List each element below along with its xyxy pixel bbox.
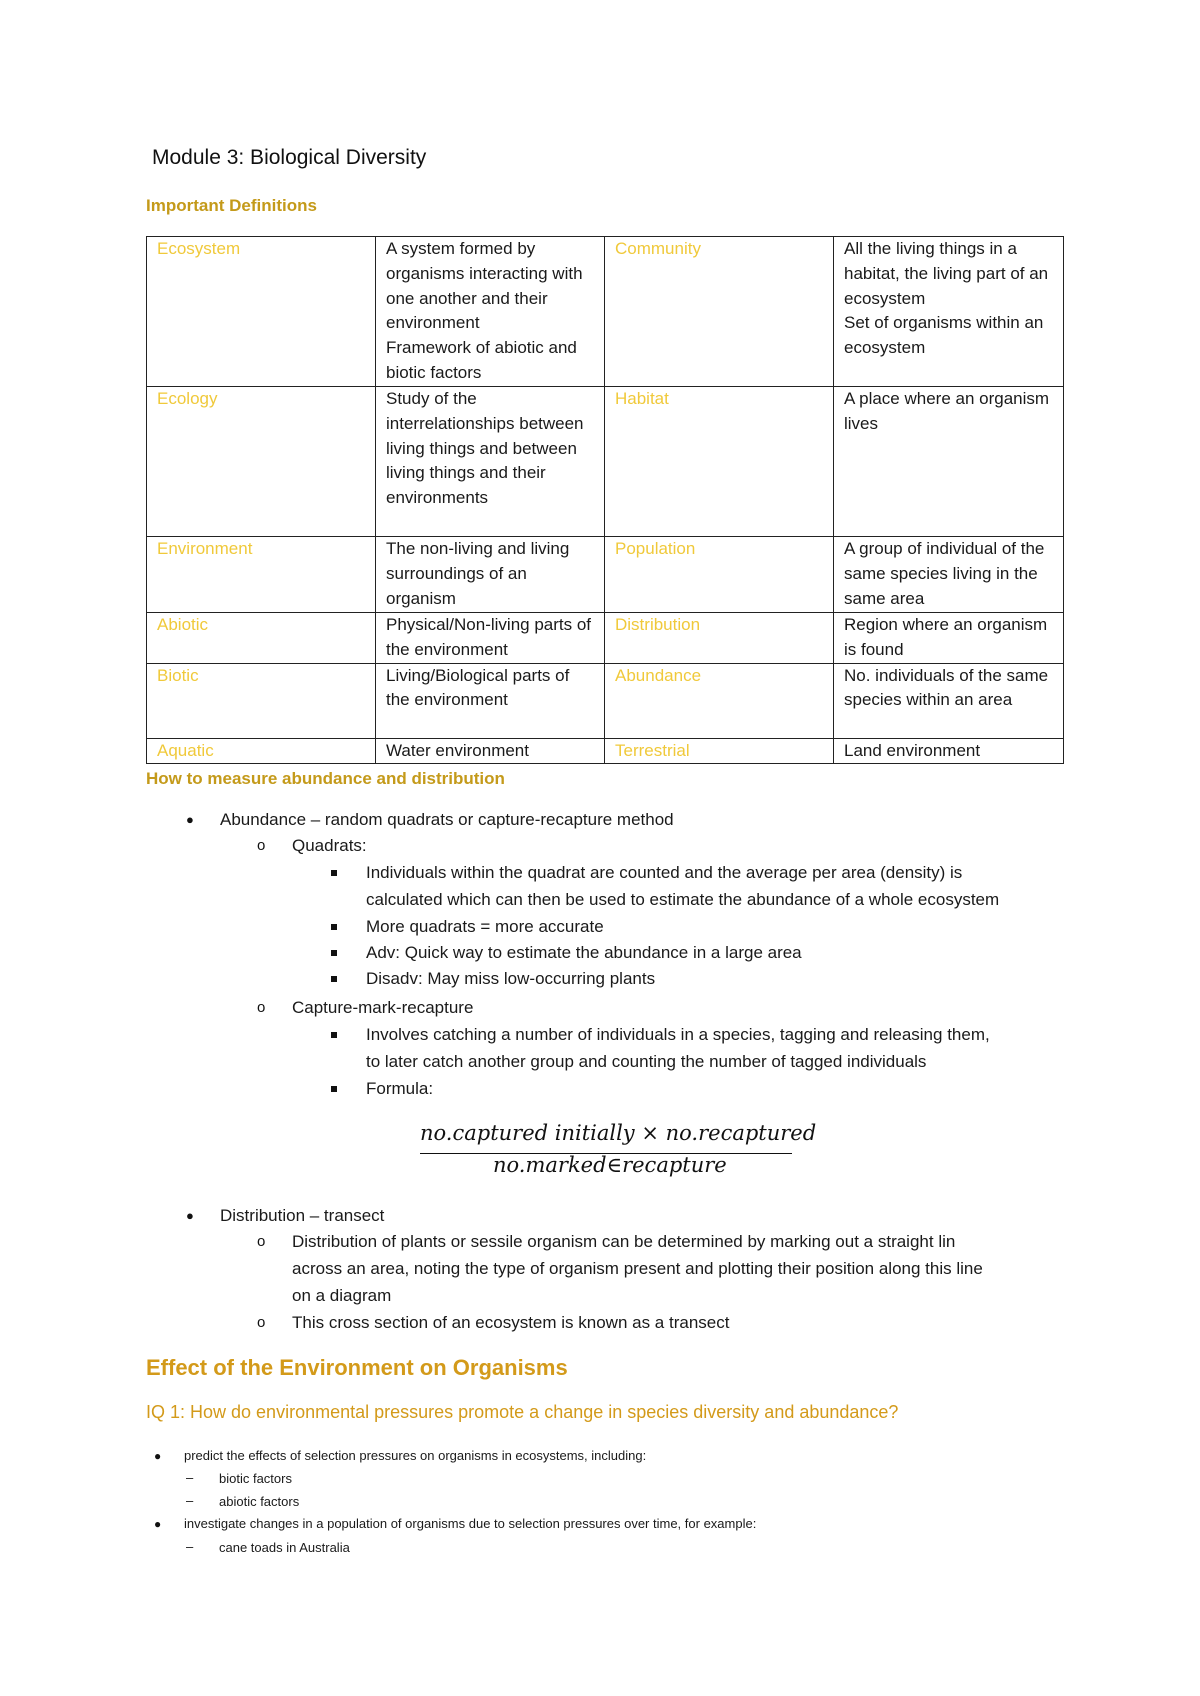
table-row — [147, 613, 1064, 664]
definitions-heading: Important Definitions — [146, 196, 317, 215]
term-cell: Abundance — [605, 663, 834, 738]
circle-bullet-icon: o — [257, 999, 266, 1016]
definition-cell: A system formed by organisms interacting with one another and their environment Framework of abiotic and biotic factors — [376, 237, 605, 387]
dash-bullet-icon: – — [186, 1539, 194, 1554]
outcome-item: predict the effects of selection pressures on organisms in ecosystems, including: — [184, 1448, 647, 1463]
table-row — [147, 387, 1064, 537]
outcome-item: investigate changes in a population of organisms due to selection pressures over time, for example: — [184, 1516, 757, 1531]
definition-cell: A group of individual of the same species living in the same area — [834, 537, 1064, 613]
definition-cell: All the living things in a habitat, the living part of an ecosystem Set of organisms within an ecosystem — [834, 237, 1064, 387]
outcome-subitem: biotic factors — [219, 1471, 292, 1486]
square-bullet-icon — [331, 976, 337, 982]
square-bullet-icon — [331, 924, 337, 930]
distribution-text: Distribution – transect — [220, 1206, 385, 1225]
bullet-icon: ● — [186, 1208, 194, 1223]
distribution-point: across an area, noting the type of organism present and plotting their position along this line — [292, 1259, 983, 1278]
term-cell: Ecology — [147, 387, 376, 537]
capture-point: to later catch another group and counting the number of tagged individuals — [366, 1052, 927, 1071]
outcome-subitem: cane toads in Australia — [219, 1540, 350, 1555]
quadrat-point: More quadrats = more accurate — [366, 917, 604, 936]
bullet-icon: ● — [154, 1517, 162, 1531]
term-cell: Distribution — [605, 613, 834, 664]
term-cell: Community — [605, 237, 834, 387]
quadrat-point: Adv: Quick way to estimate the abundance in a large area — [366, 943, 802, 962]
square-bullet-icon — [331, 950, 337, 956]
circle-bullet-icon: o — [257, 1314, 266, 1331]
circle-bullet-icon: o — [257, 1233, 266, 1250]
definition-cell: Water environment — [376, 738, 605, 764]
definition-cell: No. individuals of the same species within an area — [834, 663, 1064, 738]
definitions-table — [146, 236, 1064, 764]
dash-bullet-icon: – — [186, 1470, 194, 1485]
definition-cell: Region where an organism is found — [834, 613, 1064, 664]
term-cell: Ecosystem — [147, 237, 376, 387]
square-bullet-icon — [331, 1086, 337, 1092]
formula-denominator: no.marked∈recapture — [493, 1153, 727, 1177]
formula-numerator: no.captured initially × no.recaptured — [420, 1121, 817, 1145]
bullet-icon: ● — [186, 812, 194, 827]
table-row — [147, 237, 1064, 387]
definition-cell: Land environment — [834, 738, 1064, 764]
bullet-icon: ● — [154, 1449, 162, 1463]
abundance-text: Abundance – random quadrats or capture-recapture method — [220, 810, 674, 829]
term-cell: Aquatic — [147, 738, 376, 764]
table-row — [147, 738, 1064, 764]
dash-bullet-icon: – — [186, 1493, 194, 1508]
table-row — [147, 537, 1064, 613]
definition-cell: Living/Biological parts of the environment — [376, 663, 605, 738]
definition-cell: Study of the interrelationships between living things and between living things and their environments — [376, 387, 605, 537]
quadrat-point: Disadv: May miss low-occurring plants — [366, 969, 656, 988]
definition-cell: Physical/Non-living parts of the environment — [376, 613, 605, 664]
distribution-point: This cross section of an ecosystem is known as a transect — [292, 1313, 730, 1332]
term-cell: Biotic — [147, 663, 376, 738]
quadrat-point: Individuals within the quadrat are counted and the average per area (density) is — [366, 863, 963, 882]
term-cell: Habitat — [605, 387, 834, 537]
definition-cell: A place where an organism lives — [834, 387, 1064, 537]
outcome-subitem: abiotic factors — [219, 1494, 300, 1509]
capture-point: Involves catching a number of individuals in a species, tagging and releasing them, — [366, 1025, 990, 1044]
term-cell: Population — [605, 537, 834, 613]
distribution-point: Distribution of plants or sessile organism can be determined by marking out a straight lin — [292, 1232, 956, 1251]
term-cell: Environment — [147, 537, 376, 613]
term-cell: Terrestrial — [605, 738, 834, 764]
capture-label: Capture-mark-recapture — [292, 998, 474, 1017]
section-heading: Effect of the Environment on Organisms — [146, 1355, 568, 1380]
term-cell: Abiotic — [147, 613, 376, 664]
square-bullet-icon — [331, 870, 337, 876]
distribution-point: on a diagram — [292, 1286, 392, 1305]
table-row — [147, 663, 1064, 738]
quadrat-point: calculated which can then be used to estimate the abundance of a whole ecosystem — [366, 890, 1000, 909]
quadrats-label: Quadrats: — [292, 836, 367, 855]
module-title: Module 3: Biological Diversity — [152, 146, 427, 169]
circle-bullet-icon: o — [257, 837, 266, 854]
capture-point: Formula: — [366, 1079, 434, 1098]
definition-cell: The non-living and living surroundings of an organism — [376, 537, 605, 613]
inquiry-question: IQ 1: How do environmental pressures promote a change in species diversity and abundance? — [146, 1402, 899, 1422]
square-bullet-icon — [331, 1032, 337, 1038]
measure-heading: How to measure abundance and distribution — [146, 769, 505, 788]
